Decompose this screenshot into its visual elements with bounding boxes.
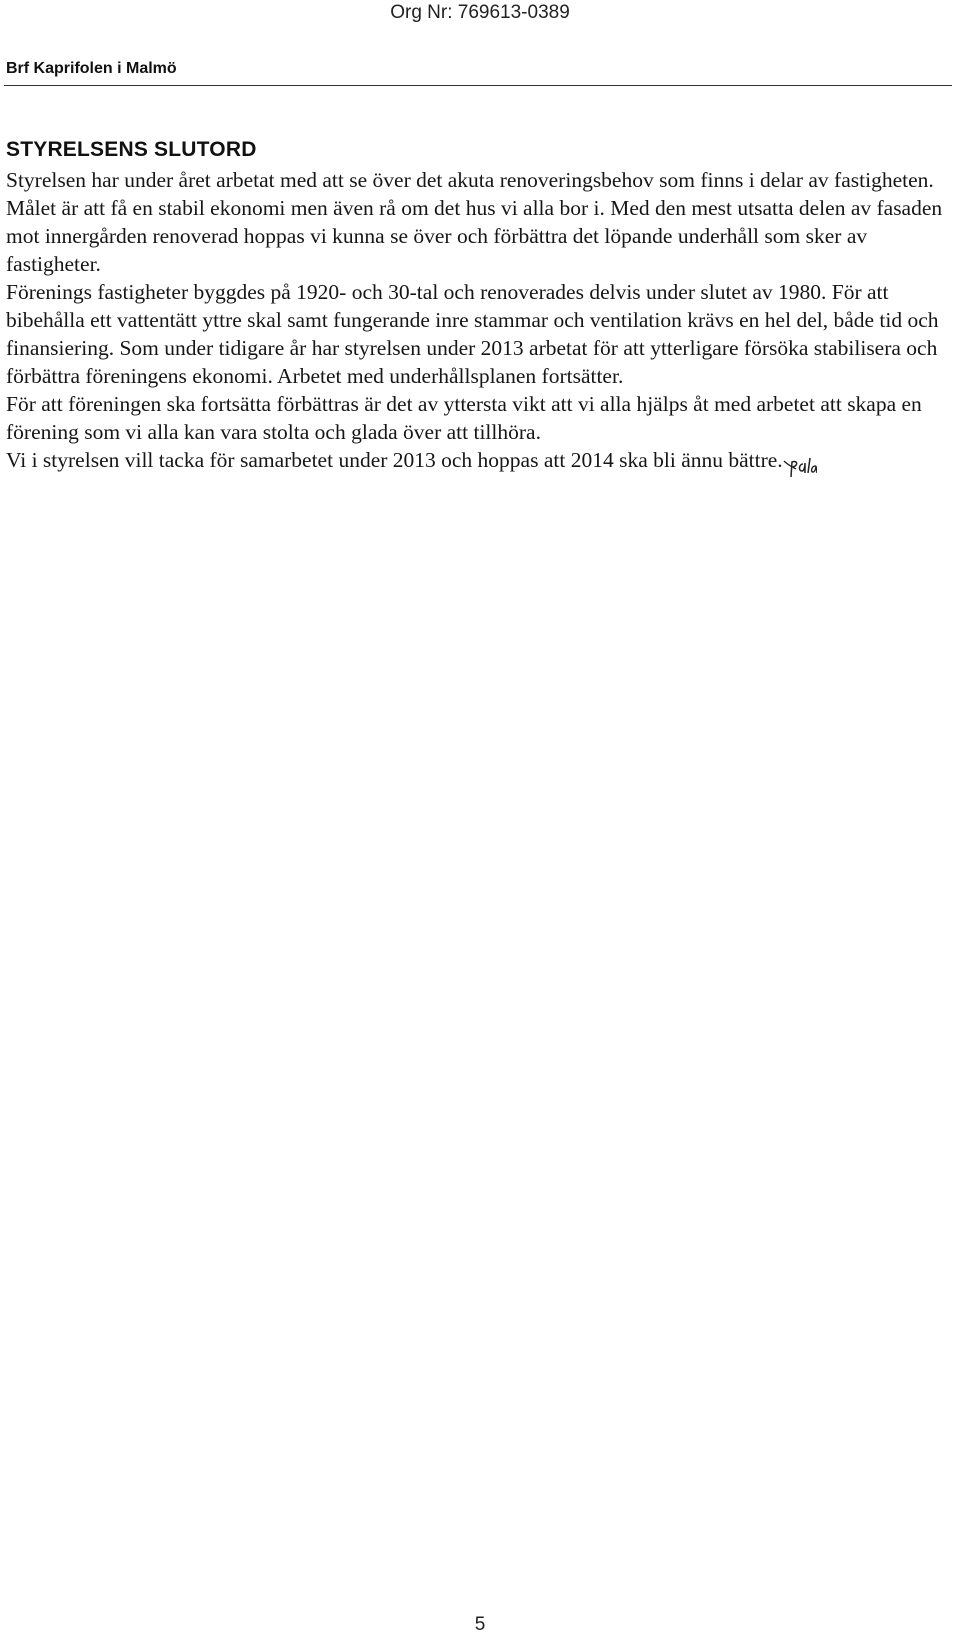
signature-initials-icon (783, 453, 817, 479)
paragraph-2: Förenings fastigheter byggdes på 1920- och 30-tal och renoverades delvis under slutet av 1980. För att bibehålla ett vattentätt yttre skal samt fungerande inre stammar och ventilation krävs en hel del, både tid och finansiering. Som under tidigare år har styrelsen under 2013 arbetat för att ytterligare försöka stabilisera och förbättra föreningens ekonomi. Arbetet med underhållsplanen fortsätter. (6, 280, 939, 388)
paragraph-1: Styrelsen har under året arbetat med att se över det akuta renoveringsbehov som finns i delar av fastigheten. Målet är att få en stabil ekonomi men även rå om det hus vi alla bor i. Med den mest utsatta delen av fasaden mot innergården renoverad hoppas vi kunna se över och förbättra det löpande underhåll som sker av fastigheter. (6, 168, 943, 276)
paragraph-4 (6, 446, 956, 479)
org-number: Org Nr: 769613-0389 (390, 2, 570, 23)
section-title: STYRELSENS SLUTORD (6, 138, 257, 161)
section-body (6, 166, 956, 479)
page-number: 5 (474, 1614, 486, 1635)
closing-sentence: Vi i styrelsen vill tacka för samarbetet under 2013 och hoppas att 2014 ska bli ännu bättre. (6, 448, 783, 472)
paragraph-3: För att föreningen ska fortsätta förbättras är det av yttersta vikt att vi alla hjälps åt med arbetet att skapa en förening som vi alla kan vara stolta och glada över att tillhöra. (6, 392, 922, 444)
header-divider (4, 85, 952, 86)
association-name: Brf Kaprifolen i Malmö (6, 60, 177, 77)
